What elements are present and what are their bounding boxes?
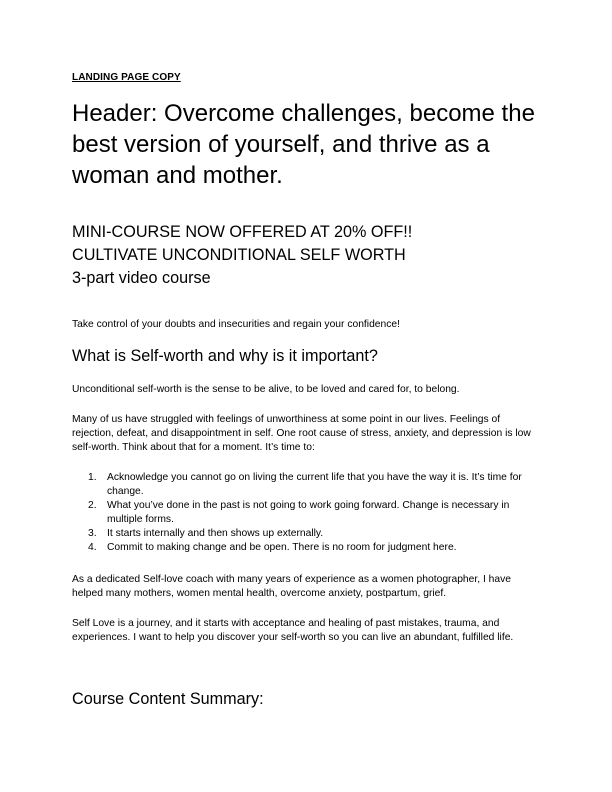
list-text: It starts internally and then shows up externally. xyxy=(107,528,324,539)
list-text: Acknowledge you cannot go on living the current life that you have the way it is. It’s time for change. xyxy=(107,472,522,497)
promo-block xyxy=(72,221,412,290)
list-item xyxy=(72,541,540,555)
action-list xyxy=(72,471,540,555)
list-item xyxy=(72,527,540,541)
document-label: LANDING PAGE COPY xyxy=(72,72,181,83)
page-header: Header: Overcome challenges, become the best version of yourself, and thrive as a woman and mother. xyxy=(72,100,535,189)
promo-offer: MINI-COURSE NOW OFFERED AT 20% OFF!! xyxy=(72,223,413,241)
promo-course-format: 3-part video course xyxy=(72,269,211,287)
paragraph-unworthiness: Many of us have struggled with feelings of unworthiness at some point in our lives. Feelings of rejection, defeat, and disappointment in self. One root cause of stress, anxiety, and depression is low self-worth. Think about that for a moment. It’s time to: xyxy=(72,414,531,453)
list-text: What you’ve done in the past is not going to work going forward. Change is necessary in multiple forms. xyxy=(107,500,510,525)
list-number: 1. xyxy=(88,472,97,483)
list-number: 4. xyxy=(88,542,97,553)
paragraph-coach-bio: As a dedicated Self-love coach with many years of experience as a women photographer, I have helped many mothers, women mental health, overcome anxiety, postpartum, grief. xyxy=(72,574,512,599)
list-item xyxy=(72,471,540,499)
promo-course-title: CULTIVATE UNCONDITIONAL SELF WORTH xyxy=(72,246,406,264)
tagline: Take control of your doubts and insecurities and regain your confidence! xyxy=(72,319,400,330)
paragraph-definition: Unconditional self-worth is the sense to be alive, to be loved and cared for, to belong. xyxy=(72,384,460,395)
section-heading-course-summary: Course Content Summary: xyxy=(72,690,264,708)
list-number: 2. xyxy=(88,500,97,511)
list-text: Commit to making change and be open. There is no room for judgment here. xyxy=(107,542,457,553)
list-item xyxy=(72,499,540,527)
list-number: 3. xyxy=(88,528,97,539)
section-heading-self-worth: What is Self-worth and why is it important? xyxy=(72,347,378,365)
paragraph-journey: Self Love is a journey, and it starts with acceptance and healing of past mistakes, trauma, and experiences. I want to help you discover your self-worth so you can live an abundant, fulfilled life. xyxy=(72,618,514,643)
